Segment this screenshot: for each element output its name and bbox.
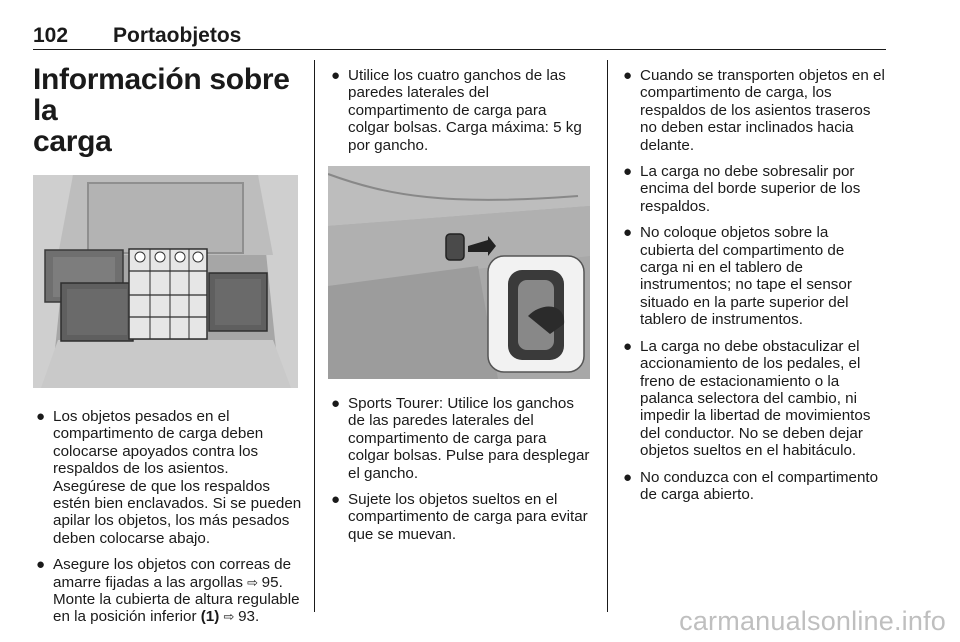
bullet-dot: ●	[623, 468, 633, 486]
bullet-dot: ●	[623, 337, 633, 355]
list-item: ● No coloque objetos sobre la cubierta del compartimento de carga ni en el tablero de instrumentos; no tape el sensor situado en la parte superior del tablero de instrumentos.	[623, 224, 852, 329]
running-title: Portaobjetos	[113, 24, 242, 47]
list-item: ● Sports Tourer: Utilice los ganchos de las paredes laterales del compartimento de carga para colgar bolsas. Pulse para desplegar el gancho.	[331, 395, 590, 482]
column-divider	[314, 60, 315, 612]
column-divider	[607, 60, 608, 612]
box-left-front	[61, 283, 133, 341]
cargo-boxes-illustration	[33, 175, 298, 388]
page-header	[33, 10, 886, 50]
list-item: ● Los objetos pesados en el compartimento de carga deben colocarse apoyados contra los respaldos de los asientos. Asegúrese de que los respaldos estén bien enclavados. Si se pueden apilar los objetos, los más pesados deben colocarse abajo.	[36, 408, 302, 547]
section-title: Información sobre la carga	[33, 63, 290, 158]
position-label: (1)	[200, 608, 220, 626]
list-item: ● No conduzca con el compartimento de carga abierto.	[623, 468, 879, 503]
column-3	[620, 58, 886, 512]
page-number: 102	[33, 24, 69, 47]
box-right	[209, 273, 267, 331]
column-1	[33, 58, 303, 635]
bullet-dot: ●	[331, 395, 341, 413]
reference-arrow-icon: ⇨	[247, 574, 262, 590]
bullet-dot: ●	[623, 67, 633, 84]
bullet-dot: ●	[36, 408, 46, 425]
bullet-dot: ●	[36, 556, 46, 574]
page-reference[interactable]: 95	[261, 573, 279, 591]
list-item: ● La carga no debe obstaculizar el accionamiento de los pedales, el freno de estacionamiento o la palanca selectora del cambio, ni impedir la libertad de movimientos del conductor. No se deben dejar objetos sueltos en el habitáculo.	[623, 337, 871, 460]
hook-bullet-list-2	[328, 395, 590, 543]
list-item: ● Asegure los objetos con correas de amarre fijadas a las argollas ⇨ 95. Monte la cubierta de altura regulable en la posición inferior (1) ⇨ 93.	[36, 556, 300, 626]
list-item: ● Sujete los objetos sueltos en el compartimento de carga para evitar que se muevan.	[331, 491, 588, 543]
safety-bullet-list	[620, 67, 886, 503]
bullet-dot: ●	[331, 491, 341, 509]
list-item: ● Cuando se transporten objetos en el compartimento de carga, los respaldos de los asientos traseros no deben estar inclinados hacia delante.	[623, 67, 885, 154]
hook-bullet-list	[328, 67, 590, 154]
bullet-dot: ●	[623, 163, 633, 181]
list-item: ● Utilice los cuatro ganchos de las paredes laterales del compartimento de carga para colgar bolsas. Carga máxima: 5 kg por gancho.	[331, 67, 582, 154]
reference-arrow-icon: ⇨	[223, 609, 239, 625]
watermark: carmanualsonline.info	[679, 606, 946, 636]
bottle-crate	[129, 249, 207, 339]
cargo-bullet-list	[33, 408, 303, 626]
bag-hook-illustration	[328, 166, 590, 379]
page-reference[interactable]: 93	[238, 608, 255, 626]
hook-detail-inset	[488, 256, 584, 372]
list-item: ● La carga no debe sobresalir por encima del borde superior de los respaldos.	[623, 163, 861, 215]
bullet-dot: ●	[331, 67, 341, 84]
column-2	[328, 58, 590, 552]
bullet-dot: ●	[623, 224, 633, 242]
